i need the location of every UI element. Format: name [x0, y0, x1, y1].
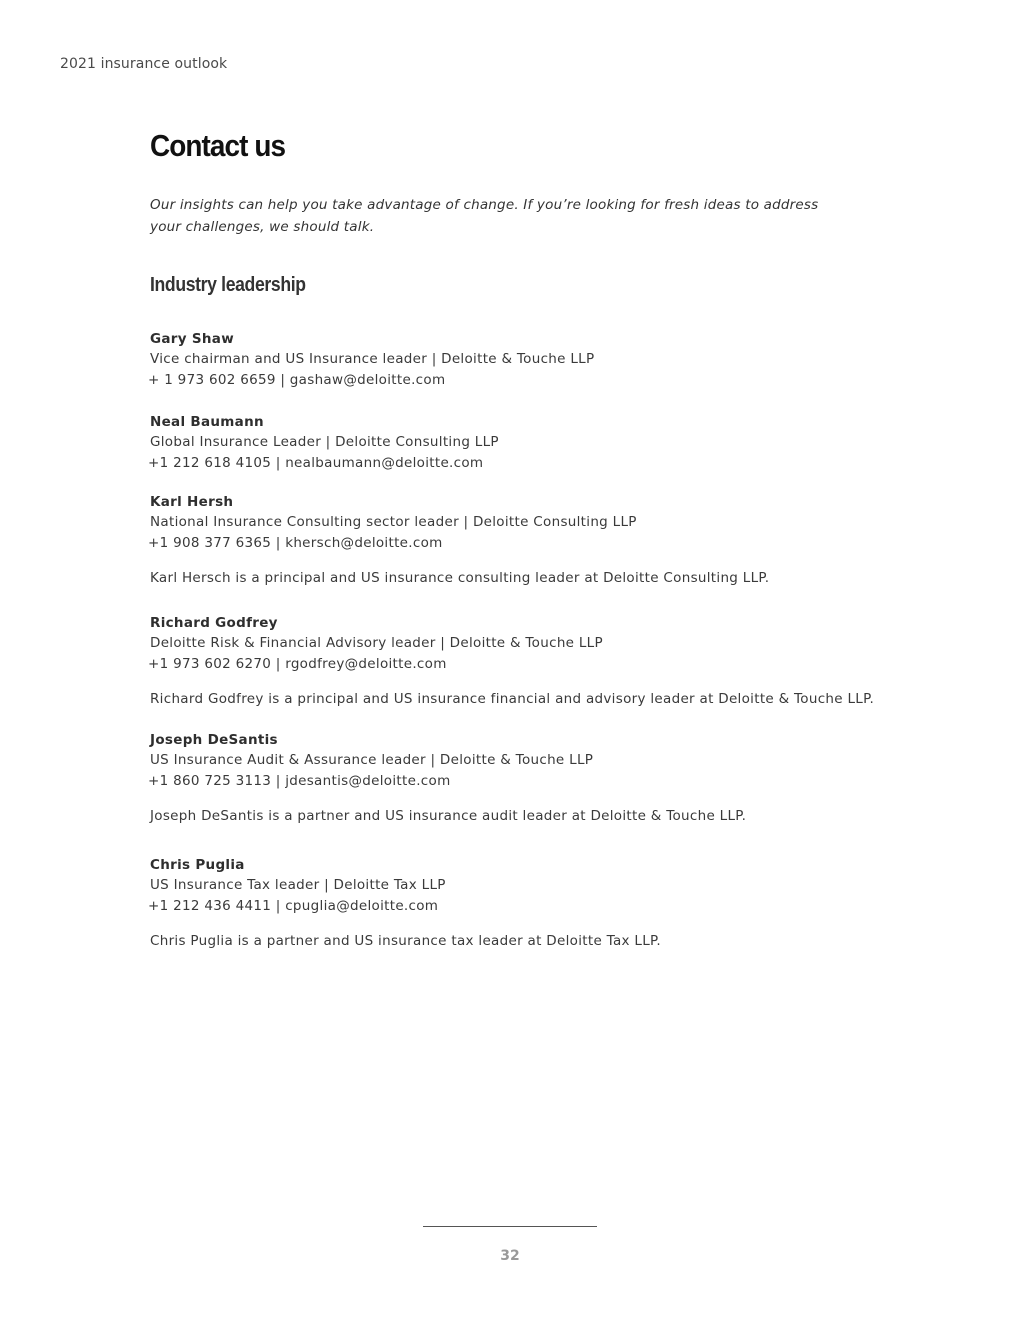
contact-role: National Insurance Consulting sector leader | Deloitte Consulting LLP [150, 514, 637, 530]
contact-phone-line [148, 895, 910, 917]
contact-role: US Insurance Tax leader | Deloitte Tax LLP [150, 877, 446, 893]
contact-name: Neal Baumann [150, 414, 264, 430]
contact-email[interactable]: rgodfrey@deloitte.com [285, 656, 447, 672]
contact-email[interactable]: cpuglia@deloitte.com [285, 898, 439, 914]
contact-bio: Richard Godfrey is a principal and US insurance financial and advisory leader at Deloitte & Touche LLP. [150, 691, 875, 707]
contact-bio: Chris Puglia is a partner and US insurance tax leader at Deloitte Tax LLP. [150, 933, 661, 949]
contact-email[interactable]: khersch@deloitte.com [285, 535, 443, 551]
contact-role: Deloitte Risk & Financial Advisory leader | Deloitte & Touche LLP [150, 635, 603, 651]
contact-email[interactable]: nealbaumann@deloitte.com [285, 455, 484, 471]
contact-phone-line [148, 532, 910, 554]
contact-card [150, 855, 910, 951]
separator: | [271, 455, 286, 471]
separator: | [271, 773, 286, 789]
running-header: 2021 insurance outlook [60, 56, 228, 72]
contact-name: Richard Godfrey [150, 615, 278, 631]
contact-phone[interactable]: +1 212 618 4105 [148, 455, 272, 471]
contact-phone-line [148, 653, 910, 675]
page-title: Contact us [150, 128, 286, 163]
contact-name: Chris Puglia [150, 857, 245, 873]
contact-phone-line [148, 369, 910, 391]
separator: | [275, 372, 290, 388]
contact-phone[interactable]: +1 212 436 4411 [148, 898, 272, 914]
contact-email[interactable]: jdesantis@deloitte.com [285, 773, 451, 789]
contact-phone[interactable]: + 1 973 602 6659 [148, 372, 276, 388]
section-heading: Industry leadership [150, 274, 306, 296]
contact-role: Vice chairman and US Insurance leader | Deloitte & Touche LLP [150, 351, 595, 367]
contact-phone[interactable]: +1 973 602 6270 [148, 656, 272, 672]
footer-divider [423, 1226, 597, 1227]
contact-phone-line [148, 452, 910, 474]
separator: | [271, 656, 286, 672]
contact-role: Global Insurance Leader | Deloitte Consulting LLP [150, 434, 499, 450]
contact-card [150, 492, 910, 588]
contact-card [150, 329, 910, 391]
contact-email[interactable]: gashaw@deloitte.com [289, 372, 446, 388]
contact-phone[interactable]: +1 860 725 3113 [148, 773, 272, 789]
contact-role: US Insurance Audit & Assurance leader | Deloitte & Touche LLP [150, 752, 594, 768]
contact-phone-line [148, 770, 910, 792]
intro-text: Our insights can help you take advantage of change. If you’re looking for fresh ideas to address your challenges, we should talk. [150, 197, 819, 235]
page-number: 32 [500, 1248, 520, 1264]
contact-bio: Karl Hersch is a principal and US insurance consulting leader at Deloitte Consulting LLP. [150, 570, 770, 586]
contact-bio: Joseph DeSantis is a partner and US insurance audit leader at Deloitte & Touche LLP. [150, 808, 747, 824]
contact-name: Joseph DeSantis [150, 732, 278, 748]
contact-card [150, 613, 910, 709]
contact-name: Karl Hersh [150, 494, 234, 510]
contact-card [150, 412, 910, 474]
separator: | [271, 898, 286, 914]
contact-card [150, 730, 910, 826]
contact-name: Gary Shaw [150, 331, 234, 347]
contact-phone[interactable]: +1 908 377 6365 [148, 535, 272, 551]
separator: | [271, 535, 286, 551]
